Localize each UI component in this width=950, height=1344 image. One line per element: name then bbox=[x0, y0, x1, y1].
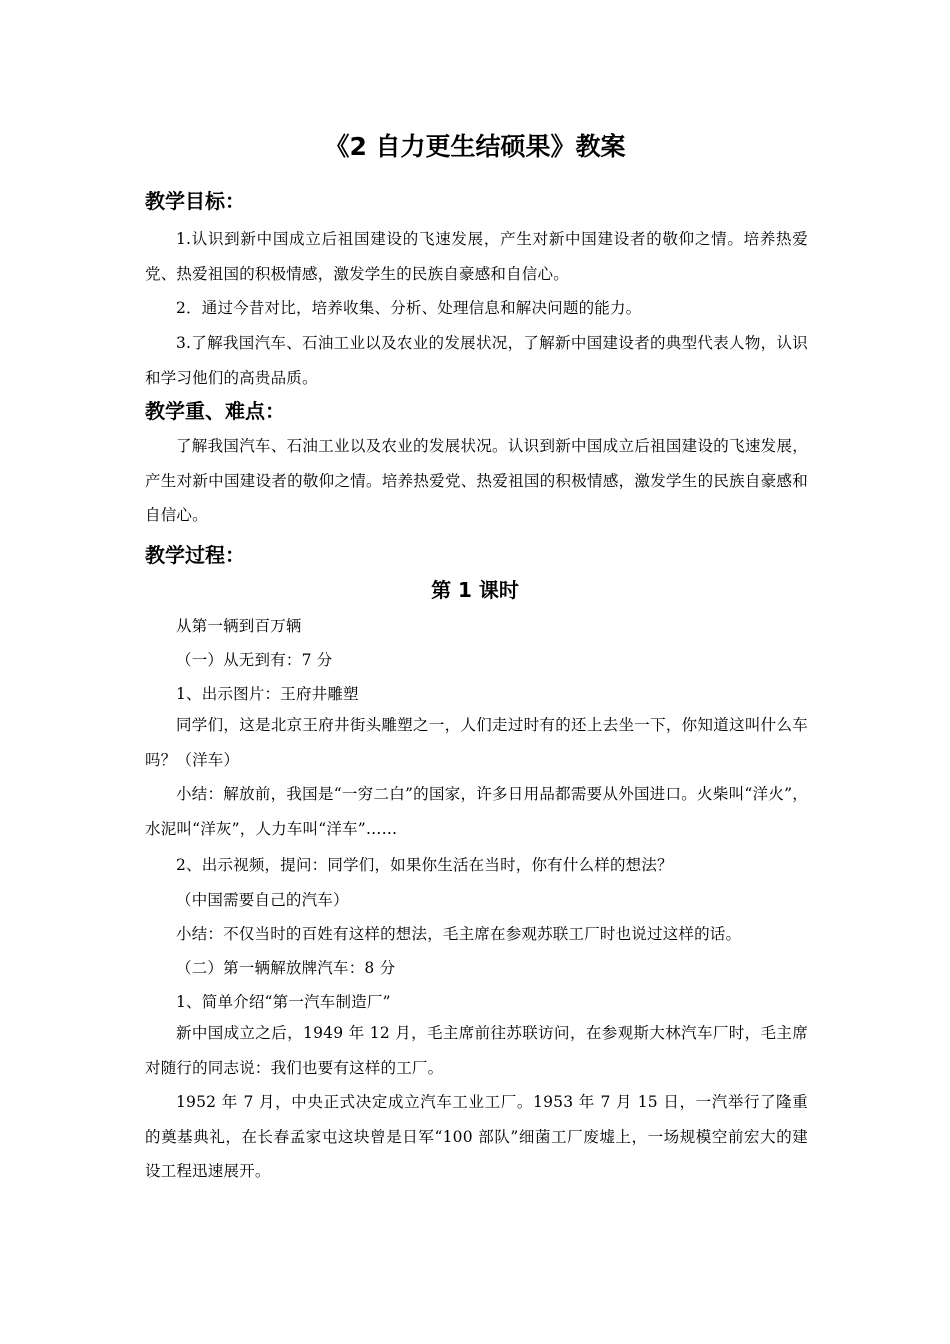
process-line-video: 2、出示视频，提问：同学们，如果你生活在当时，你有什么样的想法？ bbox=[176, 856, 673, 874]
process-line-answer: （中国需要自己的汽车） bbox=[176, 891, 349, 909]
process-line-picture: 1、出示图片：王府井雕塑 bbox=[176, 685, 359, 703]
keypoints-heading: 教学重、难点： bbox=[145, 399, 285, 423]
process-heading: 教学过程： bbox=[145, 543, 245, 567]
goal-item-2: 2．通过今昔对比，培养收集、分析、处理信息和解决问题的能力。 bbox=[176, 299, 642, 317]
para-1952: 1952 年 7 月，中央正式决定成立汽车工业工厂。1953 年 7 月 15 日，一汽举行了隆重的奠基典礼，在长春孟家屯这块曾是日军“100 部队”细菌工厂废墟上，一场规模空前宏大的建设工程迅速展开。 bbox=[145, 1093, 808, 1180]
para-founding: 新中国成立之后，1949 年 12 月，毛主席前往苏联访问，在参观斯大林汽车厂时，毛主席对随行的同志说：我们也要有这样的工厂。 bbox=[145, 1024, 808, 1077]
goal-item-3: 3.了解我国汽车、石油工业以及农业的发展状况，了解新中国建设者的典型代表人物，认识和学习他们的高贵品质。 bbox=[145, 334, 808, 387]
process-line-part1: （一）从无到有：7 分 bbox=[176, 651, 333, 669]
document-title: 《2 自力更生结硕果》教案 bbox=[324, 132, 626, 161]
para-summary-1: 小结：解放前，我国是“一穷二白”的国家，许多日用品都需要从外国进口。火柴叫“洋火”，水泥叫“洋灰”，人力车叫“洋车”…… bbox=[145, 785, 808, 838]
process-line-summary-2: 小结：不仅当时的百姓有这样的想法，毛主席在参观苏联工厂时也说过这样的话。 bbox=[176, 925, 742, 943]
process-line-topic: 从第一辆到百万辆 bbox=[176, 617, 302, 635]
keypoints-text: 了解我国汽车、石油工业以及农业的发展状况。认识到新中国成立后祖国建设的飞速发展，产生对新中国建设者的敬仰之情。培养热爱党、热爱祖国的积极情感，激发学生的民族自豪感和自信心。 bbox=[145, 437, 808, 524]
process-line-part2: （二）第一辆解放牌汽车：8 分 bbox=[176, 959, 396, 977]
goal-item-1: 1.认识到新中国成立后祖国建设的飞速发展，产生对新中国建设者的敬仰之情。培养热爱党、热爱祖国的积极情感，激发学生的民族自豪感和自信心。 bbox=[145, 230, 808, 283]
para-classmates: 同学们，这是北京王府井街头雕塑之一，人们走过时有的还上去坐一下，你知道这叫什么车吗？（洋车） bbox=[145, 716, 808, 769]
process-line-intro: 1、简单介绍“第一汽车制造厂” bbox=[176, 993, 391, 1011]
lesson-title: 第 1 课时 bbox=[431, 578, 519, 602]
goals-heading: 教学目标： bbox=[145, 189, 245, 213]
